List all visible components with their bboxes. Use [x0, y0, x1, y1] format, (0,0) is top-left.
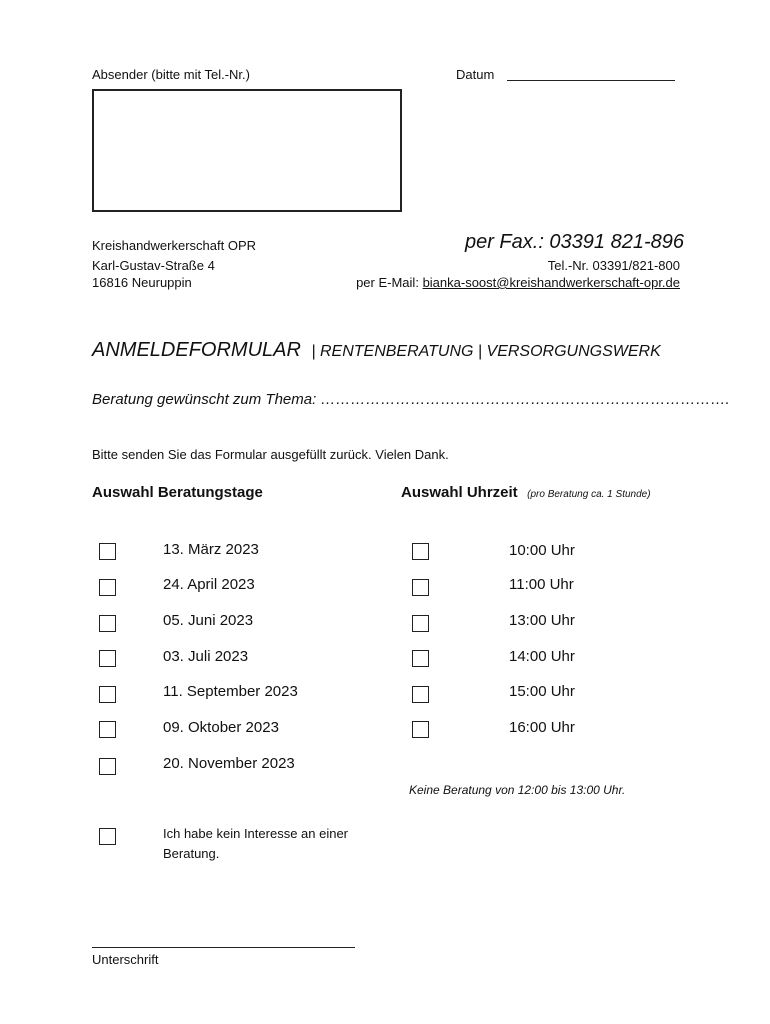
- email-link[interactable]: bianka-soost@kreishandwerkerschaft-opr.de: [422, 275, 680, 290]
- sender-box[interactable]: [92, 89, 402, 212]
- day-checkbox[interactable]: [99, 650, 116, 667]
- day-label: 09. Oktober 2023: [163, 719, 279, 736]
- time-checkbox[interactable]: [412, 686, 429, 703]
- day-label: 05. Juni 2023: [163, 612, 254, 629]
- break-note: Keine Beratung von 12:00 bis 13:00 Uhr.: [409, 783, 626, 797]
- instruction-text: Bitte senden Sie das Formular ausgefüllt zurück. Vielen Dank.: [92, 447, 449, 462]
- form-title-main: ANMELDEFORMULAR: [92, 339, 301, 361]
- recipient-city: 16816 Neuruppin: [92, 275, 192, 290]
- day-checkbox[interactable]: [99, 758, 116, 775]
- day-checkbox[interactable]: [99, 721, 116, 738]
- sender-label: Absender (bitte mit Tel.-Nr.): [92, 67, 250, 82]
- day-checkbox[interactable]: [99, 686, 116, 703]
- day-label: 03. Juli 2023: [163, 648, 249, 665]
- email-line: [356, 275, 680, 290]
- time-label: 11:00 Uhr: [509, 576, 574, 593]
- time-label: 16:00 Uhr: [509, 719, 575, 736]
- time-label: 13:00 Uhr: [509, 612, 575, 629]
- time-checkbox[interactable]: [412, 721, 429, 738]
- day-label: 24. April 2023: [163, 576, 255, 593]
- no-interest-checkbox[interactable]: [99, 828, 116, 845]
- signature-field[interactable]: [92, 947, 355, 948]
- day-checkbox[interactable]: [99, 579, 116, 596]
- day-label: 11. September 2023: [163, 683, 298, 700]
- time-label: 14:00 Uhr: [509, 648, 575, 665]
- no-interest-label: Ich habe kein Interesse an einer Beratung.: [163, 826, 349, 861]
- day-checkbox[interactable]: [99, 543, 116, 560]
- times-heading-row: [401, 484, 651, 502]
- times-heading: Auswahl Uhrzeit: [401, 484, 518, 501]
- signature-label: Unterschrift: [92, 952, 159, 967]
- phone-number: Tel.-Nr. 03391/821-800: [547, 258, 680, 273]
- recipient-name: Kreishandwerkerschaft OPR: [92, 238, 257, 253]
- date-field[interactable]: [507, 80, 675, 81]
- time-checkbox[interactable]: [412, 543, 429, 560]
- form-title: [92, 339, 661, 362]
- theme-field[interactable]: Beratung gewünscht zum Thema: ……………………………………………………………………….: [92, 391, 730, 408]
- days-heading: Auswahl Beratungstage: [92, 484, 263, 501]
- day-checkbox[interactable]: [99, 615, 116, 632]
- time-checkbox[interactable]: [412, 579, 429, 596]
- times-note: (pro Beratung ca. 1 Stunde): [527, 489, 651, 500]
- time-checkbox[interactable]: [412, 650, 429, 667]
- time-label: 15:00 Uhr: [509, 683, 575, 700]
- email-prefix: per E-Mail:: [356, 275, 419, 290]
- form-title-sub: | RENTENBERATUNG | VERSORGUNGSWERK: [311, 343, 661, 360]
- time-label: 10:00 Uhr: [509, 542, 575, 559]
- date-label: Datum: [456, 67, 495, 82]
- day-label: 13. März 2023: [163, 541, 259, 558]
- day-label: 20. November 2023: [163, 755, 295, 772]
- time-checkbox[interactable]: [412, 615, 429, 632]
- fax-number: per Fax.: 03391 821-896: [464, 231, 684, 253]
- recipient-street: Karl-Gustav-Straße 4: [92, 258, 215, 273]
